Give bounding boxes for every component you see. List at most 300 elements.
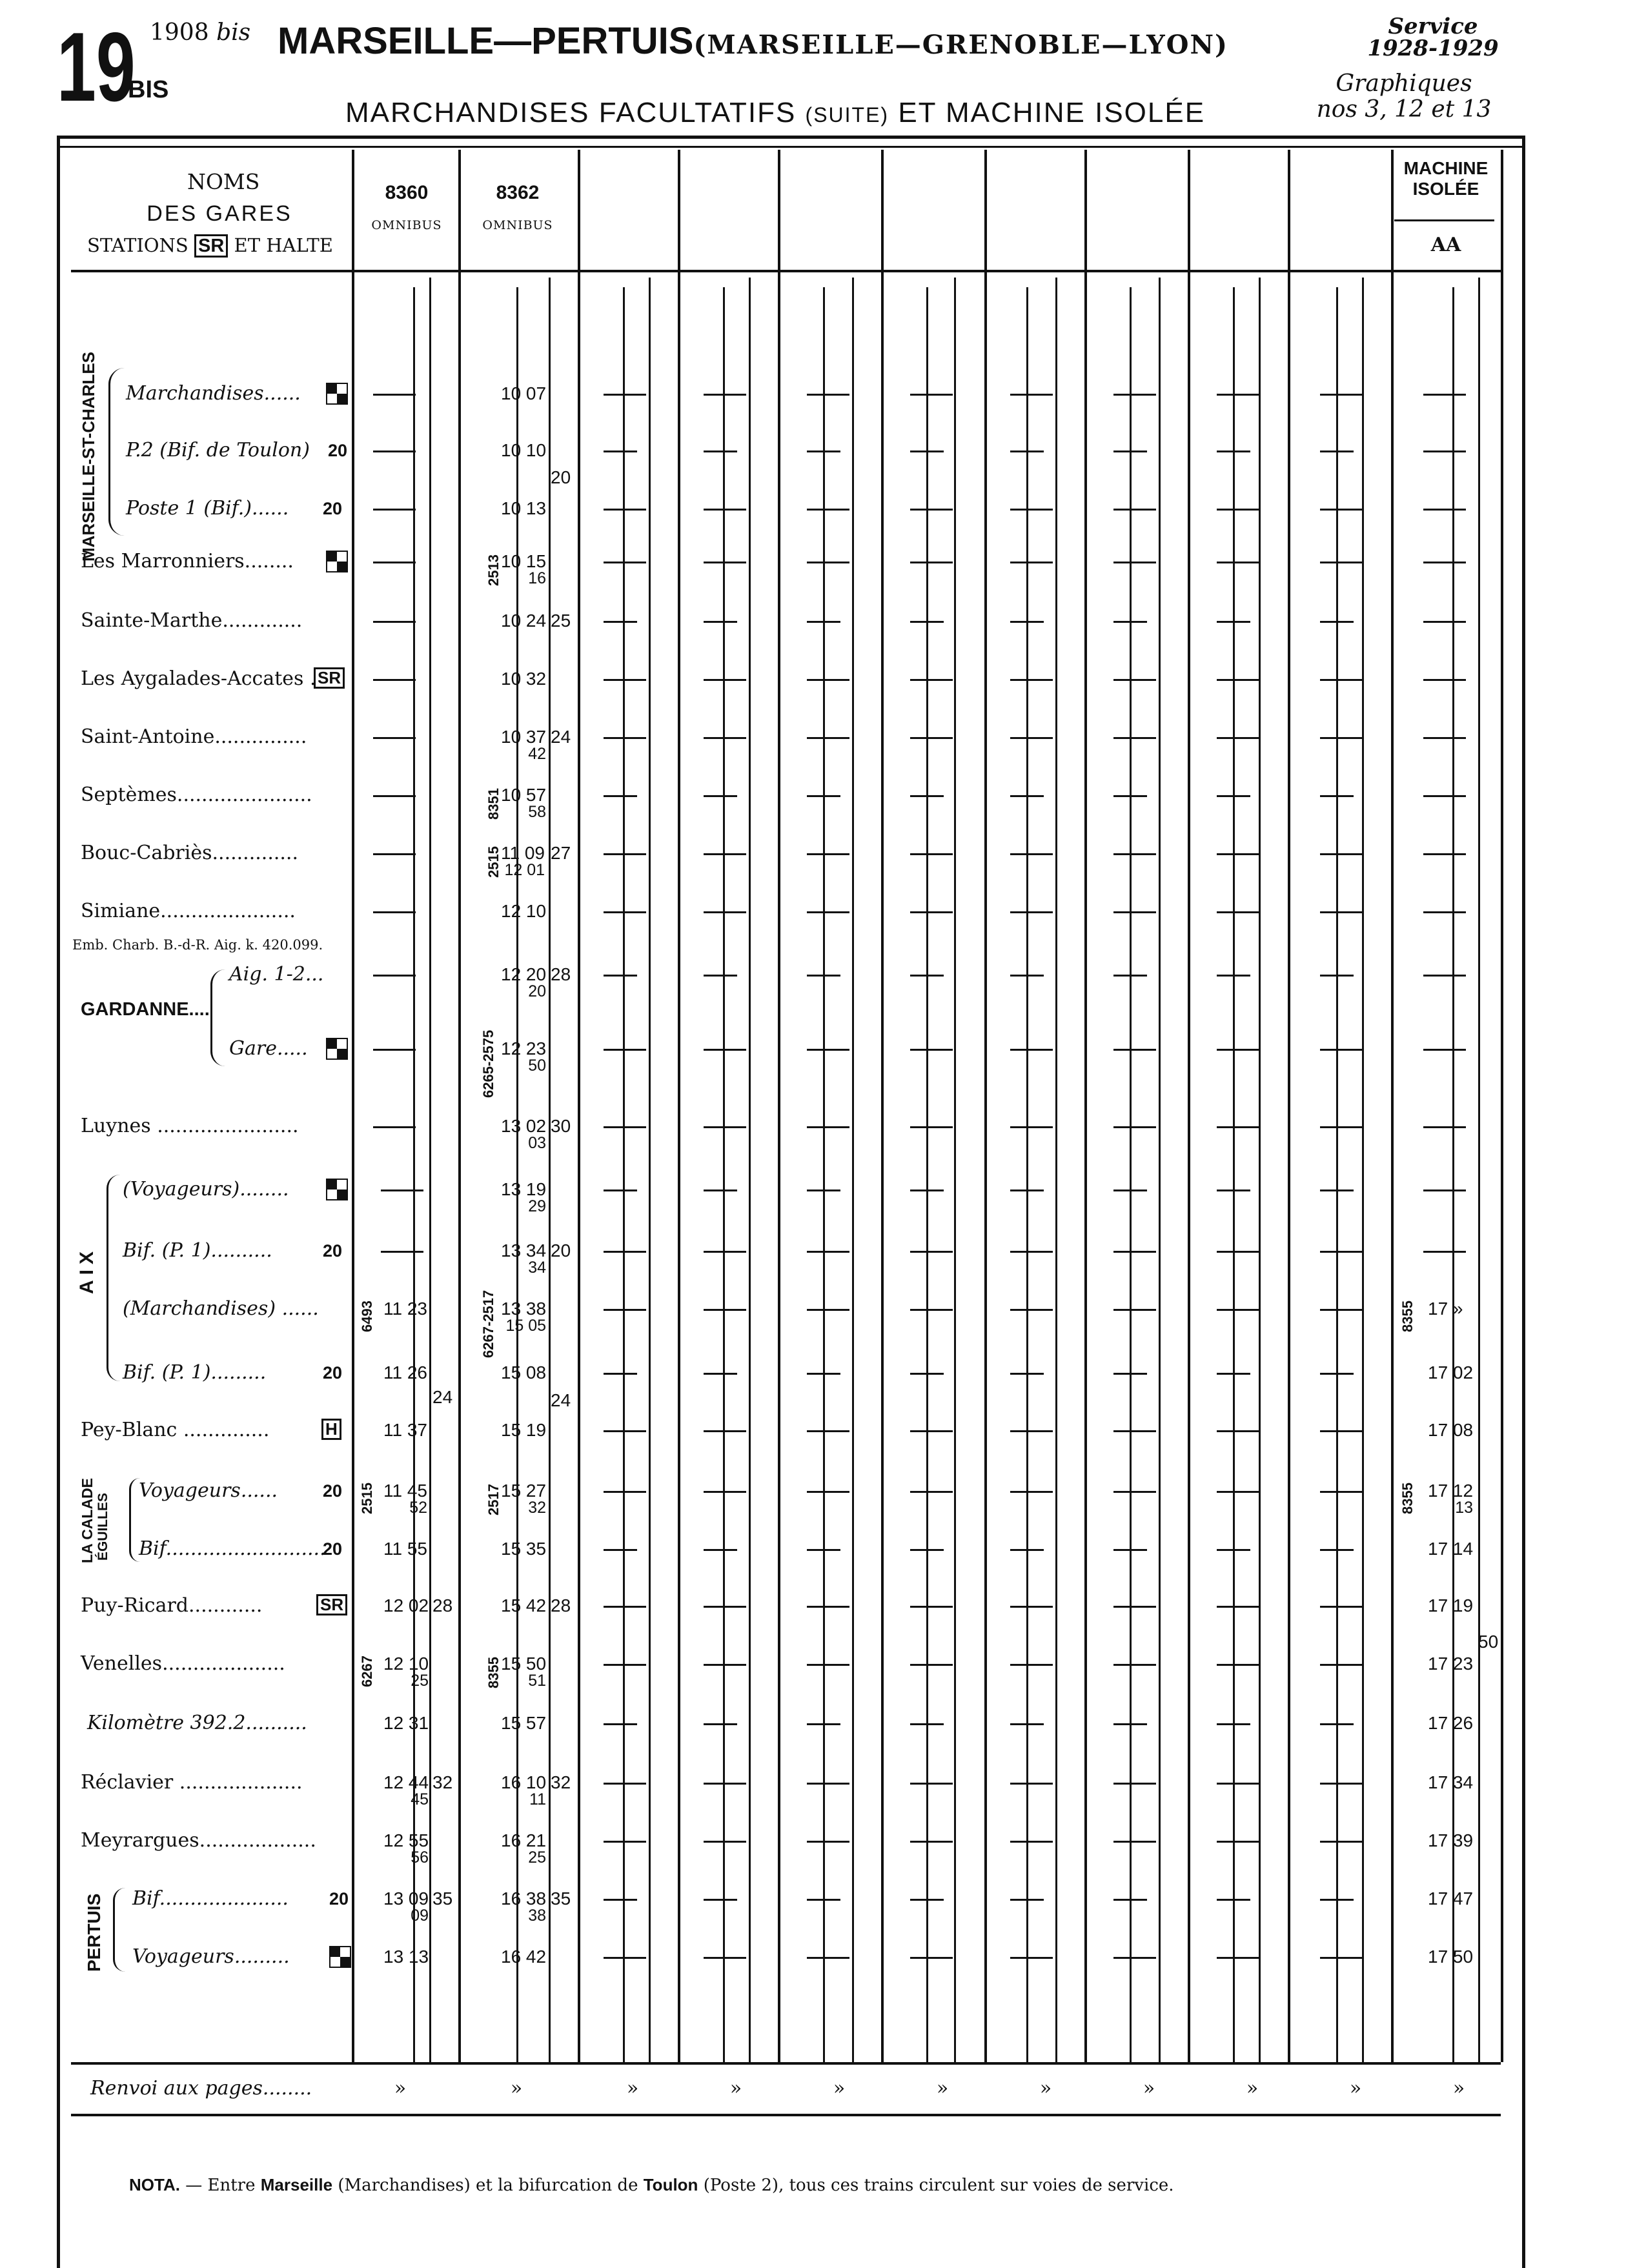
empty-train-dash [807, 1783, 849, 1785]
empty-train-dash [807, 911, 849, 913]
renvoi-value: » [1452, 2077, 1465, 2100]
no-stop-dash-aa [1423, 562, 1466, 563]
empty-train-dash [1113, 1049, 1156, 1051]
crossing-8360: 6267 [359, 1655, 375, 1687]
junction-ref: 20 [328, 441, 348, 460]
time-aa-value: 17 02 [1428, 1362, 1474, 1382]
empty-train-dash [1113, 1309, 1156, 1311]
station-name: Bif.......................... [139, 1537, 326, 1560]
empty-train-dash [1010, 1664, 1053, 1666]
time-8362 [501, 902, 546, 920]
inner-rule [549, 278, 551, 2062]
empty-train-dash [910, 451, 944, 452]
bracket-gardanne [210, 969, 225, 1066]
empty-train-dash [807, 975, 840, 977]
inner-rule [823, 287, 825, 2062]
empty-train-dash [910, 1190, 944, 1191]
nota-marseille: Marseille [260, 2175, 333, 2194]
empty-train-dash [1113, 1251, 1156, 1253]
running-time-8362: 35 [551, 1888, 571, 1909]
empty-train-dash [1113, 1491, 1156, 1493]
empty-train-dash [910, 1957, 953, 1959]
empty-train-dash [1217, 1251, 1259, 1253]
renvoi-label: Renvoi aux pages........ [90, 2077, 312, 2100]
nota [129, 2175, 1174, 2195]
inner-rule [1452, 287, 1454, 2062]
column-rule [458, 150, 461, 2062]
time-8362 [501, 612, 546, 630]
inner-rule [1362, 278, 1364, 2062]
no-stop-dash-8360 [373, 509, 416, 511]
time-8362-value: 10 24 [501, 611, 547, 631]
empty-train-dash [1010, 1309, 1053, 1311]
empty-train-dash [1217, 1373, 1250, 1375]
time-8362-value: 16 38 [501, 1888, 547, 1909]
empty-train-dash [604, 1899, 637, 1901]
time-8362 [501, 1714, 546, 1732]
time-8360-dep: 09 [411, 1907, 429, 1925]
no-stop-dash-8360 [373, 737, 416, 739]
empty-train-dash [604, 1491, 646, 1493]
time-aa [1428, 1714, 1473, 1732]
empty-train-dash [1010, 1251, 1053, 1253]
empty-train-dash [704, 394, 746, 396]
no-stop-dash-8360 [373, 562, 416, 563]
empty-train-dash [807, 679, 849, 681]
empty-train-dash [1010, 1783, 1053, 1785]
renvoi-value: » [394, 2077, 407, 2100]
empty-train-dash [1010, 1049, 1053, 1051]
train-8362-type: OMNIBUS [482, 218, 553, 232]
emb-charb-note: Emb. Charb. B.-d-R. Aig. k. 420.099. [72, 937, 323, 953]
running-time-8362: 30 [551, 1116, 571, 1136]
empty-train-dash [807, 1190, 840, 1191]
line-title [278, 19, 1228, 63]
inner-rule [926, 287, 928, 2062]
inner-rule [1159, 278, 1161, 2062]
time-8362 [501, 1482, 546, 1516]
time-8362 [501, 441, 546, 460]
time-8360-value: 12 55 [383, 1830, 429, 1850]
empty-train-dash [1010, 1723, 1044, 1725]
empty-train-dash [1320, 1190, 1354, 1191]
empty-train-dash [807, 562, 849, 563]
empty-train-dash [910, 975, 944, 977]
empty-train-dash [807, 737, 849, 739]
empty-train-dash [1113, 621, 1147, 623]
running-time-8362: 28 [551, 1595, 571, 1615]
station-name: Bif..................... [132, 1887, 289, 1910]
empty-train-dash [704, 1783, 746, 1785]
empty-train-dash [1320, 975, 1354, 977]
bracket-aix [107, 1175, 120, 1381]
empty-train-dash [1113, 853, 1156, 855]
empty-train-dash [1010, 737, 1053, 739]
time-8362 [501, 670, 546, 688]
inner-rule [623, 287, 625, 2062]
zone-pertuis: PERTUIS [84, 1893, 104, 1972]
nota-text-1: — Entre [185, 2176, 256, 2195]
empty-train-dash [704, 911, 746, 913]
empty-train-dash [1217, 1126, 1259, 1128]
graphiques-label: Graphiques [1336, 70, 1472, 97]
no-stop-dash-8360 [373, 853, 416, 855]
column-rule [1288, 150, 1290, 2062]
empty-train-dash [1217, 853, 1259, 855]
page-suffix: BIS [128, 76, 169, 103]
empty-train-dash [1010, 1373, 1044, 1375]
time-8362-value: 15 57 [501, 1713, 547, 1733]
time-8362-dep: 16 [528, 569, 547, 587]
station-name: (Voyageurs)........ [123, 1178, 289, 1200]
empty-train-dash [604, 451, 637, 452]
empty-train-dash [1010, 1841, 1053, 1843]
time-aa [1428, 1300, 1463, 1318]
no-stop-dash-8360 [373, 679, 416, 681]
station-name: Bouc-Cabriès.............. [81, 842, 299, 864]
renvoi-value: » [1246, 2077, 1259, 2100]
time-8362 [501, 786, 546, 820]
train-8360-number: 8360 [385, 182, 429, 203]
running-time-8362: 32 [551, 1772, 571, 1792]
time-8362-value: 12 10 [501, 901, 547, 921]
time-8360-value: 11 45 [383, 1481, 427, 1501]
time-8362-dep: 12 01 [504, 861, 545, 879]
column-rule [578, 150, 580, 2062]
empty-train-dash [1217, 1783, 1259, 1785]
renvoi-value: » [1039, 2077, 1052, 2100]
inner-rule [1336, 287, 1338, 2062]
column-rule [881, 150, 884, 2062]
station-category-marker [329, 1946, 351, 1968]
time-aa-value: 17 34 [1428, 1772, 1474, 1792]
empty-train-dash [604, 394, 646, 396]
no-stop-dash-8360 [373, 1126, 416, 1128]
train-8362-number: 8362 [496, 182, 540, 203]
station-name: Venelles.................... [81, 1652, 285, 1675]
time-8362-value: 13 38 [501, 1299, 547, 1319]
junction-ref: 20 [323, 499, 343, 518]
empty-train-dash [604, 1190, 637, 1191]
bracket-marseille [108, 368, 125, 536]
no-stop-dash-aa [1423, 737, 1466, 739]
empty-train-dash [1010, 853, 1053, 855]
empty-train-dash [1320, 1309, 1363, 1311]
station-category-marker [326, 1179, 348, 1200]
empty-train-dash [1217, 621, 1250, 623]
empty-train-dash [704, 1606, 746, 1608]
no-stop-dash-8360 [373, 621, 416, 623]
time-aa-dep: 13 [1455, 1499, 1474, 1517]
station-name: Marchandises...... [126, 382, 301, 405]
empty-train-dash [1010, 394, 1053, 396]
empty-train-dash [910, 394, 953, 396]
machine-code: AA [1430, 234, 1461, 256]
time-8362 [501, 1300, 546, 1334]
time-8360-dep: 25 [411, 1672, 429, 1690]
empty-train-dash [807, 509, 849, 511]
station-name: Aig. 1-2... [229, 963, 324, 986]
empty-train-dash [910, 1723, 944, 1725]
empty-train-dash [1320, 451, 1354, 452]
service-label: Service [1388, 14, 1478, 39]
empty-train-dash [807, 1126, 849, 1128]
empty-train-dash [1113, 1430, 1156, 1432]
time-8362-value: 15 50 [501, 1654, 547, 1674]
empty-train-dash [1010, 795, 1044, 797]
junction-ref: 20 [323, 1539, 343, 1559]
empty-train-dash [704, 1309, 746, 1311]
crossing-8360: 6493 [359, 1301, 375, 1332]
renvoi-value: » [833, 2077, 846, 2100]
time-8362-dep: 03 [528, 1134, 547, 1152]
empty-train-dash [1320, 679, 1363, 681]
empty-train-dash [1320, 1664, 1363, 1666]
time-8362-dep: 32 [528, 1499, 547, 1517]
empty-train-dash [1010, 562, 1053, 563]
empty-train-dash [1113, 562, 1156, 563]
des-gares-header: DES GARES [147, 201, 292, 226]
time-8360-value: 12 10 [383, 1654, 429, 1674]
time-8362-value: 10 15 [501, 551, 547, 571]
station-name: Bif. (P. 1)......... [123, 1361, 267, 1384]
empty-train-dash [704, 1841, 746, 1843]
time-8360 [383, 1948, 429, 1966]
time-8360-value: 11 37 [383, 1420, 427, 1440]
empty-train-dash [604, 1309, 646, 1311]
empty-train-dash [1113, 451, 1147, 452]
empty-train-dash [604, 1957, 646, 1959]
time-8360-value: 12 02 [383, 1595, 429, 1615]
inner-rule [723, 287, 725, 2062]
empty-train-dash [910, 1373, 944, 1375]
time-aa-value: 17 47 [1428, 1888, 1474, 1909]
empty-train-dash [604, 1841, 646, 1843]
empty-train-dash [1217, 394, 1259, 396]
time-8360 [383, 1832, 429, 1866]
sr-box: SR [194, 234, 228, 258]
empty-train-dash [1217, 1049, 1259, 1051]
network-name: (MARSEILLE—GRENOBLE—LYON) [693, 30, 1228, 60]
renvoi-value: » [1143, 2077, 1155, 2100]
time-8362-value: 10 10 [501, 440, 547, 460]
station-name: Les Aygalades-Accates . [81, 667, 316, 690]
time-8362-value: 12 20 [501, 964, 547, 984]
renvoi-value: » [626, 2077, 639, 2100]
empty-train-dash [704, 1190, 737, 1191]
column-rule [778, 150, 780, 2062]
sr-station-mark: SR [314, 667, 345, 689]
empty-train-dash [910, 1491, 953, 1493]
empty-train-dash [1113, 975, 1147, 977]
empty-train-dash [1113, 1783, 1156, 1785]
time-8362 [501, 844, 545, 878]
empty-train-dash [1010, 911, 1053, 913]
empty-train-dash [1320, 1899, 1354, 1901]
station-name: Meyrargues................... [81, 1829, 316, 1852]
column-rule [1188, 150, 1190, 2062]
time-8362 [501, 1774, 546, 1808]
empty-train-dash [1217, 679, 1259, 681]
station-name: Saint-Antoine............... [81, 725, 307, 748]
empty-train-dash [604, 1430, 646, 1432]
empty-train-dash [1217, 737, 1259, 739]
empty-train-dash [1217, 509, 1259, 511]
empty-train-dash [910, 1899, 944, 1901]
empty-train-dash [910, 1549, 944, 1551]
junction-ref: 20 [323, 1481, 343, 1501]
time-8362-value: 10 07 [501, 383, 547, 403]
time-8360 [383, 1597, 429, 1615]
empty-train-dash [807, 853, 849, 855]
empty-train-dash [604, 1251, 646, 1253]
noms-header: NOMS [187, 169, 260, 194]
empty-train-dash [1113, 795, 1147, 797]
empty-train-dash [807, 1430, 849, 1432]
stations-label: STATIONS [87, 234, 188, 256]
empty-train-dash [910, 679, 953, 681]
time-8360 [383, 1364, 427, 1382]
renvoi-bottom-rule [71, 2114, 1501, 2116]
empty-train-dash [1217, 1309, 1259, 1311]
no-stop-dash-aa [1423, 911, 1466, 913]
empty-train-dash [910, 621, 944, 623]
no-stop-dash-8360 [373, 1049, 416, 1051]
time-8360-value: 13 09 [383, 1888, 429, 1909]
empty-train-dash [604, 1549, 637, 1551]
time-8362-value: 13 02 [501, 1116, 547, 1136]
time-8362-value: 11 09 [501, 843, 545, 863]
station-category-marker [326, 383, 348, 405]
empty-train-dash [604, 1373, 637, 1375]
empty-train-dash [1320, 1723, 1354, 1725]
empty-train-dash [1320, 1841, 1363, 1843]
time-8362-value: 10 32 [501, 669, 547, 689]
empty-train-dash [1217, 1606, 1259, 1608]
zone-marseille: MARSEILLE-ST-CHARLES [79, 352, 98, 562]
no-stop-dash-8360 [373, 911, 416, 913]
empty-train-dash [1320, 509, 1363, 511]
running-time-8360: 32 [432, 1772, 453, 1792]
empty-train-dash [910, 1251, 953, 1253]
inner-rule [429, 278, 431, 2062]
station-name: P.2 (Bif. de Toulon) [126, 439, 310, 461]
inner-rule [1478, 278, 1480, 2062]
empty-train-dash [1320, 1373, 1354, 1375]
no-stop-dash-8360 [373, 795, 416, 797]
empty-train-dash [1320, 1251, 1363, 1253]
inner-rule [1026, 287, 1028, 2062]
empty-train-dash [704, 679, 746, 681]
crossing-8362: 6267-2517 [480, 1290, 496, 1358]
crossing-8362: 2517 [485, 1484, 502, 1515]
inner-rule [749, 278, 751, 2062]
empty-train-dash [604, 1723, 637, 1725]
empty-train-dash [1320, 795, 1354, 797]
no-stop-dash-aa [1423, 679, 1466, 681]
time-aa [1428, 1421, 1473, 1439]
time-8362 [501, 1655, 546, 1689]
no-stop-dash-8360 [373, 451, 416, 452]
column-rule [352, 150, 354, 2062]
zone-gardanne: GARDANNE.... [81, 999, 210, 1020]
halte-mark: H [321, 1419, 341, 1440]
empty-train-dash [807, 1251, 849, 1253]
empty-train-dash [910, 911, 953, 913]
empty-train-dash [704, 451, 737, 452]
time-aa-value: 17 14 [1428, 1539, 1474, 1559]
empty-train-dash [1010, 509, 1053, 511]
empty-train-dash [704, 1899, 737, 1901]
empty-train-dash [1217, 1723, 1250, 1725]
time-aa-value: 17 26 [1428, 1713, 1474, 1733]
renvoi-value: » [1349, 2077, 1362, 2100]
empty-train-dash [604, 911, 646, 913]
frame-double-rule [57, 146, 1525, 148]
empty-train-dash [1320, 1783, 1363, 1785]
no-stop-dash-8360 [373, 975, 416, 977]
time-8362-value: 10 57 [501, 785, 547, 805]
time-aa [1428, 1832, 1473, 1850]
empty-train-dash [1010, 621, 1044, 623]
time-8362-dep: 15 05 [505, 1317, 547, 1335]
time-aa-value: 17 23 [1428, 1654, 1474, 1674]
empty-train-dash [1217, 1491, 1259, 1493]
empty-train-dash [910, 1664, 953, 1666]
machine-header-rule [1394, 219, 1494, 221]
empty-train-dash [604, 853, 646, 855]
empty-train-dash [704, 509, 746, 511]
time-8362-dep: 50 [528, 1057, 547, 1075]
inner-rule [649, 278, 651, 2062]
time-8360 [383, 1890, 429, 1924]
empty-train-dash [807, 1899, 840, 1901]
empty-train-dash [704, 1126, 746, 1128]
running-time-8360: 24 [432, 1387, 453, 1407]
empty-train-dash [1217, 911, 1259, 913]
empty-train-dash [1113, 394, 1156, 396]
station-name: Sainte-Marthe............. [81, 609, 303, 632]
empty-train-dash [910, 1126, 953, 1128]
time-8362-dep: 20 [528, 982, 547, 1000]
halte-label: ET HALTE [234, 234, 333, 256]
empty-train-dash [1010, 1126, 1053, 1128]
empty-train-dash [807, 1841, 849, 1843]
time-8362-value: 15 42 [501, 1595, 547, 1615]
empty-train-dash [604, 1606, 646, 1608]
running-time-8360: 35 [432, 1888, 453, 1909]
renvoi-top-rule [71, 2062, 1501, 2065]
empty-train-dash [910, 1606, 953, 1608]
time-8360 [383, 1774, 429, 1808]
column-rule [1391, 150, 1394, 2062]
empty-train-dash [1010, 679, 1053, 681]
time-8362-dep: 38 [528, 1907, 547, 1925]
station-name: Pey-Blanc .............. [81, 1419, 270, 1441]
time-8362-value: 10 37 [501, 727, 547, 747]
time-8362 [501, 1117, 546, 1151]
station-name: (Marchandises) ...... [123, 1297, 319, 1320]
empty-train-dash [604, 1783, 646, 1785]
empty-train-dash [704, 737, 746, 739]
empty-train-dash [807, 1606, 849, 1608]
no-stop-dash-aa [1423, 795, 1466, 797]
station-name: Les Marronniers........ [81, 550, 294, 572]
subtitle-part1: MARCHANDISES FACULTATIFS [345, 97, 797, 128]
empty-train-dash [1320, 1957, 1363, 1959]
empty-train-dash [910, 1783, 953, 1785]
empty-train-dash [1113, 1841, 1156, 1843]
